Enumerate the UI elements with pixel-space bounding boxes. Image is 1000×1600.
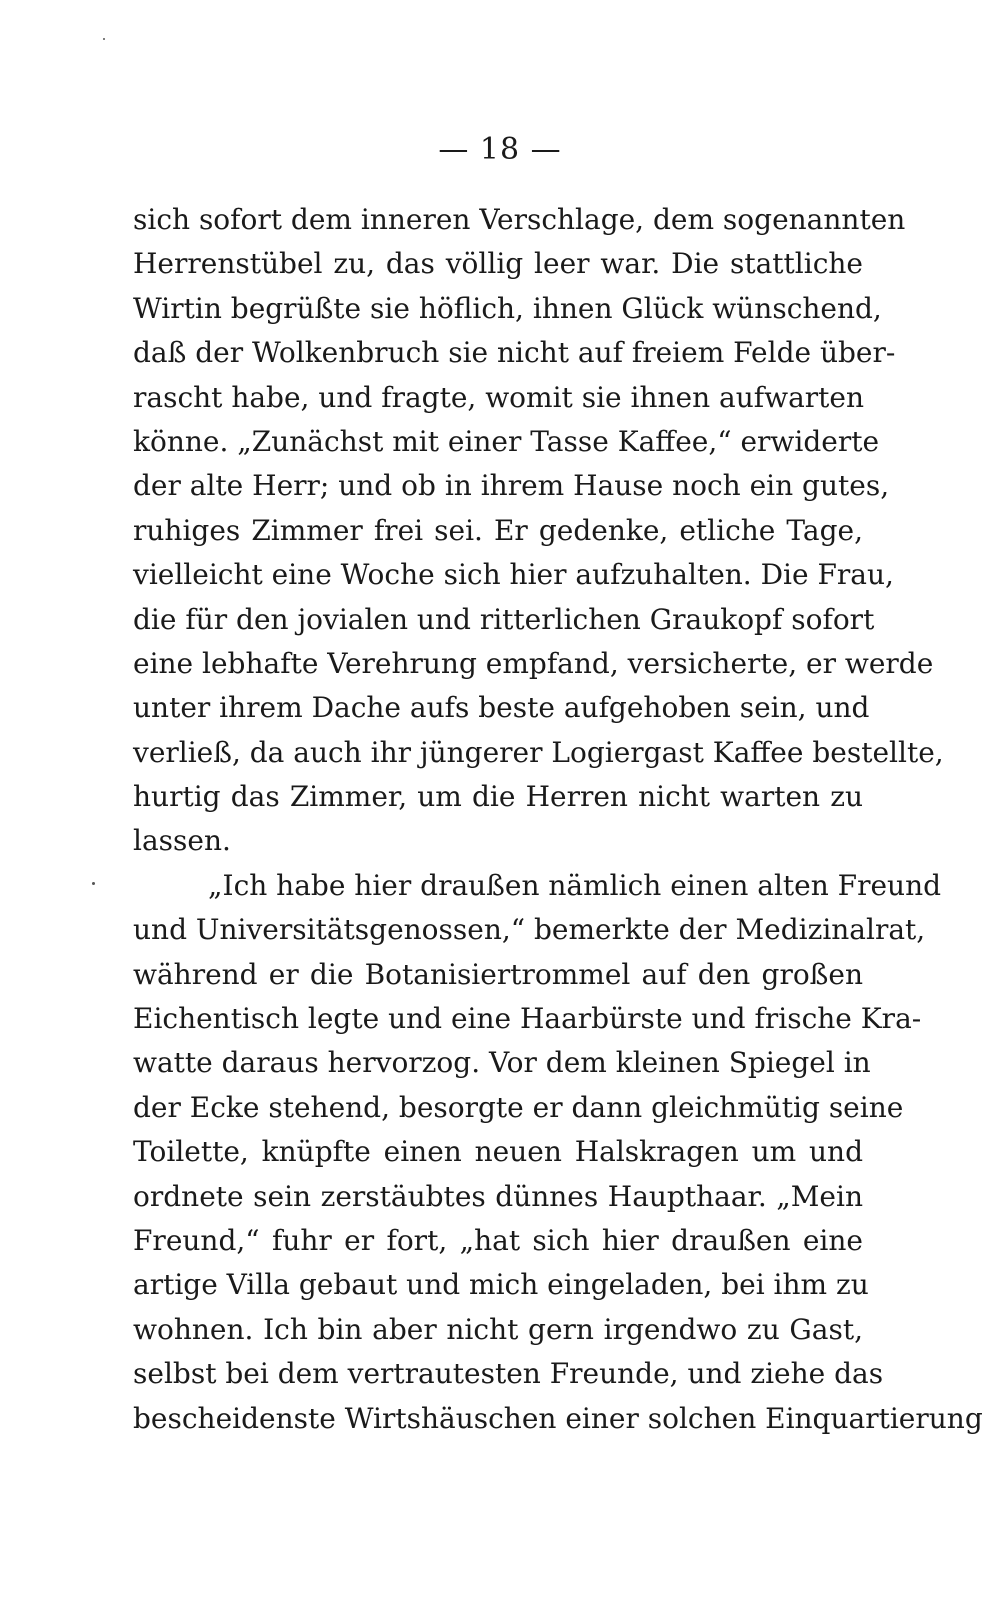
text-line: eine lebhafte Verehrung empfand, versicherte, er werde	[133, 646, 934, 680]
text-line: die für den jovialen und ritterlichen Graukopf sofort	[133, 602, 875, 636]
text-line: wohnen. Ich bin aber nicht gern irgendwo zu Gast,	[133, 1312, 863, 1346]
text-line: artige Villa gebaut und mich eingeladen, bei ihm zu	[133, 1268, 869, 1302]
text-line: Toilette, knüpfte einen neuen Halskragen um und	[133, 1135, 863, 1169]
text-line: watte daraus hervorzog. Vor dem kleinen Spiegel in	[133, 1046, 871, 1080]
text-line: selbst bei dem vertrautesten Freunde, und ziehe das	[133, 1357, 884, 1391]
text-line: ruhiges Zimmer frei sei. Er gedenke, etliche Tage,	[133, 513, 863, 547]
text-line: lassen.	[133, 824, 231, 858]
paper-speck	[92, 882, 95, 885]
page-number: — 18 —	[438, 132, 562, 167]
text-line: unter ihrem Dache aufs beste aufgehoben sein, und	[133, 691, 870, 725]
text-line: rascht habe, und fragte, womit sie ihnen aufwarten	[133, 380, 865, 414]
text-line: Wirtin begrüßte sie höflich, ihnen Glück wünschend,	[133, 291, 882, 325]
text-line: daß der Wolkenbruch sie nicht auf freiem Felde über-	[133, 336, 896, 370]
text-line: der alte Herr; und ob in ihrem Hause noch ein gutes,	[133, 469, 890, 503]
text-line: sich sofort dem inneren Verschlage, dem sogenannten	[133, 203, 906, 236]
body-text	[133, 198, 983, 1441]
text-line: Eichentisch legte und eine Haarbürste und frische Kra-	[133, 1002, 922, 1036]
text-line: ordnete sein zerstäubtes dünnes Haupthaar. „Mein	[133, 1179, 863, 1213]
paper-speck	[103, 38, 105, 40]
text-line: vielleicht eine Woche sich hier aufzuhalten. Die Frau,	[133, 558, 894, 592]
text-line: verließ, da auch ihr jüngerer Logiergast Kaffee bestellte,	[133, 735, 944, 769]
paragraph-start-line: „Ich habe hier draußen nämlich einen alten Freund	[208, 868, 942, 902]
text-line: während er die Botanisiertrommel auf den großen	[133, 957, 863, 991]
text-line: der Ecke stehend, besorgte er dann gleichmütig seine	[133, 1090, 904, 1124]
text-line: hurtig das Zimmer, um die Herren nicht warten zu	[133, 780, 863, 814]
text-line: und Universitätsgenossen,“ bemerkte der Medizinalrat,	[133, 913, 926, 947]
text-line: könne. „Zunächst mit einer Tasse Kaffee,“ erwiderte	[133, 424, 880, 458]
text-line: bescheidenste Wirtshäuschen einer solchen Einquartierung	[133, 1401, 983, 1435]
text-line: Herrenstübel zu, das völlig leer war. Die stattliche	[133, 247, 863, 281]
text-line: Freund,“ fuhr er fort, „hat sich hier draußen eine	[133, 1223, 863, 1257]
